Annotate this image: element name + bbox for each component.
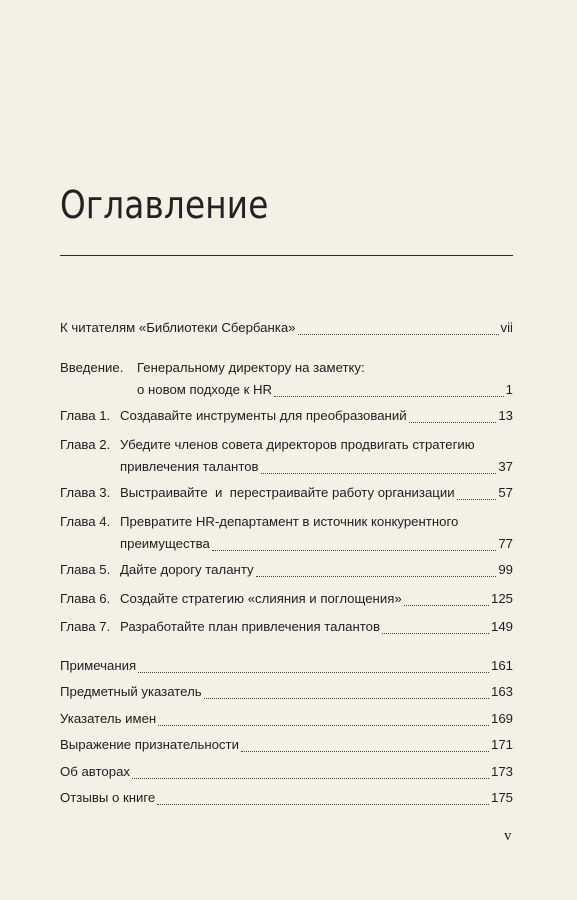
toc-entry-subject-index[interactable] — [60, 682, 513, 704]
toc-entry-preface[interactable] — [60, 318, 513, 340]
dot-leader — [241, 750, 489, 752]
toc-entry-text: Создайте стратегию «слияния и поглощения» — [120, 591, 402, 606]
toc-page-number: 125 — [490, 591, 513, 606]
page-title: Оглавление — [60, 183, 269, 227]
dot-leader — [132, 777, 489, 779]
toc-entry-chapter-7[interactable] — [60, 617, 513, 639]
toc-entry-text: Генеральному директору на заметку: — [137, 360, 365, 375]
toc-entry-prefix: Глава 1. — [60, 408, 111, 423]
toc-page-number: 37 — [498, 459, 513, 474]
toc-entry-reviews[interactable] — [60, 788, 513, 810]
toc-entry-text: Разработайте план привлечения талантов — [120, 619, 381, 634]
page-number-folio: v — [504, 828, 512, 844]
dot-leader — [212, 549, 496, 551]
toc-entry-text: Указатель имен — [60, 711, 157, 726]
toc-entry-text: Выражение признательности — [60, 737, 239, 752]
dot-leader — [409, 421, 497, 423]
dot-leader — [404, 604, 489, 606]
dot-leader — [138, 671, 489, 673]
toc-page-number: 77 — [498, 536, 513, 551]
title-rule — [60, 255, 513, 256]
dot-leader — [274, 395, 504, 397]
toc-page-number: 161 — [490, 658, 513, 673]
toc-page-number: vii — [500, 320, 513, 335]
toc-entry-chapter-1[interactable] — [60, 406, 513, 428]
toc-entry-chapter-6[interactable] — [60, 589, 513, 611]
toc-entry-text: Превратите HR-департамент в источник конкурентного — [120, 514, 459, 529]
toc-entry-chapter-2[interactable] — [60, 435, 513, 479]
toc-entry-about-authors[interactable] — [60, 762, 513, 784]
dot-leader — [158, 724, 489, 726]
toc-entry-text: Создавайте инструменты для преобразований — [120, 408, 407, 423]
toc-entry-prefix: Глава 4. — [60, 514, 111, 529]
toc-page-number: 99 — [498, 562, 513, 577]
toc-entry-prefix: Глава 7. — [60, 619, 111, 634]
dot-leader — [204, 697, 489, 699]
toc-entry-prefix: Глава 2. — [60, 437, 111, 452]
toc-entry-chapter-3[interactable] — [60, 483, 513, 505]
toc-page-number: 13 — [498, 408, 513, 423]
toc-entry-chapter-4[interactable] — [60, 512, 513, 556]
dot-leader — [382, 632, 489, 634]
toc-entry-text: Предметный указатель — [60, 684, 202, 699]
toc-page-number: 149 — [490, 619, 513, 634]
toc-entry-text: Дайте дорогу таланту — [120, 562, 254, 577]
toc-entry-prefix: Глава 6. — [60, 591, 111, 606]
toc-page-number: 1 — [505, 382, 513, 397]
toc-entry-chapter-5[interactable] — [60, 560, 513, 582]
toc-entry-name-index[interactable] — [60, 709, 513, 731]
toc-page-number: 57 — [498, 485, 513, 500]
dot-leader — [256, 575, 497, 577]
toc-entry-text: Об авторах — [60, 764, 131, 779]
toc-entry-prefix: Глава 3. — [60, 485, 111, 500]
toc-entry-text: Убедите членов совета директоров продвигать стратегию — [120, 437, 475, 452]
toc-entry-text: Выстраивайте и перестраивайте работу организации — [120, 485, 455, 500]
toc-entry-intro[interactable] — [60, 358, 513, 402]
toc-entry-text-cont: о новом подходе к HR — [137, 382, 273, 397]
toc-page-number: 171 — [490, 737, 513, 752]
toc-entry-prefix: Введение. — [60, 360, 124, 375]
toc-entry-prefix: Глава 5. — [60, 562, 111, 577]
dot-leader — [261, 472, 497, 474]
toc-entry-text-cont: привлечения талантов — [120, 459, 259, 474]
dot-leader — [298, 333, 499, 335]
toc-entry-text: Примечания — [60, 658, 137, 673]
toc-entry-acknowledgments[interactable] — [60, 735, 513, 757]
toc-page-number: 175 — [490, 790, 513, 805]
toc-page-number: 169 — [490, 711, 513, 726]
dot-leader — [157, 803, 489, 805]
toc-page-number: 163 — [490, 684, 513, 699]
toc-entry-notes[interactable] — [60, 656, 513, 678]
toc-entry-text-cont: преимущества — [120, 536, 210, 551]
toc-entry-text: К читателям «Библиотеки Сбербанка» — [60, 320, 296, 335]
dot-leader — [457, 498, 497, 500]
toc-entry-text: Отзывы о книге — [60, 790, 156, 805]
toc-page-number: 173 — [490, 764, 513, 779]
